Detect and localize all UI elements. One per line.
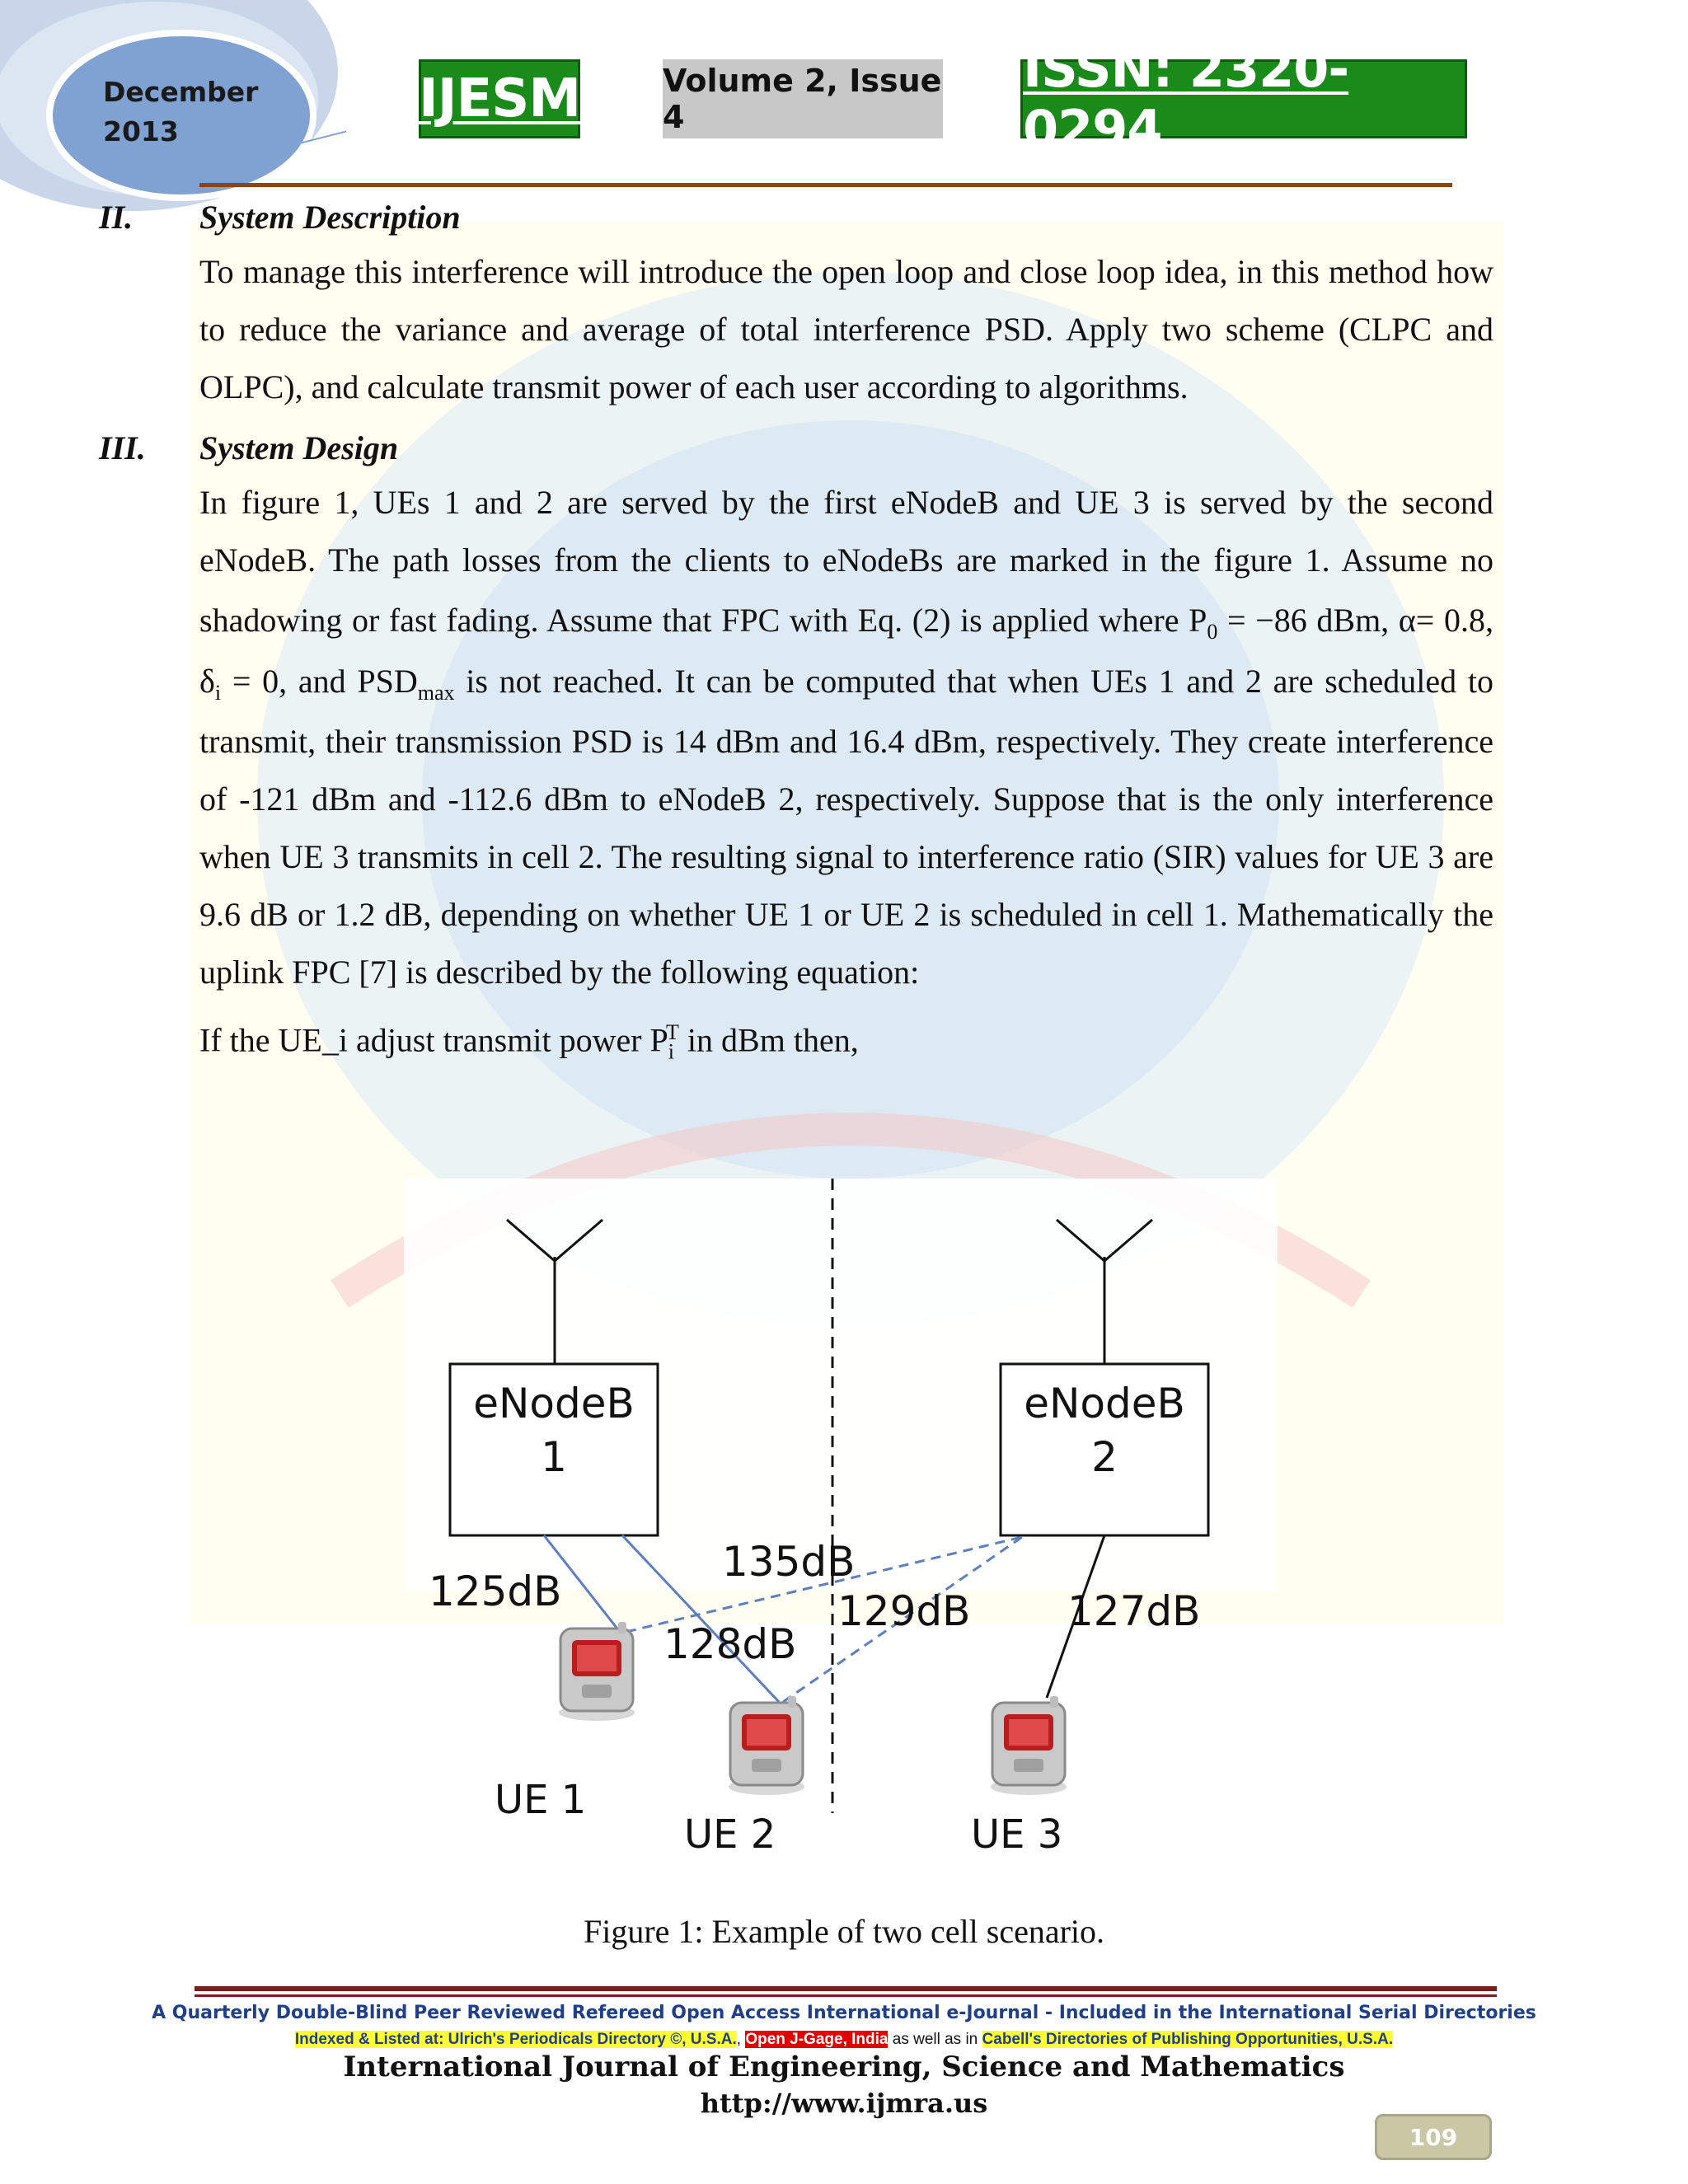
loss-label: 135dB xyxy=(722,1538,856,1586)
indexed-cabell: Cabell's Directories of Publishing Opportunities, U.S.A. xyxy=(982,2031,1394,2048)
enodeb-2-number: 2 xyxy=(1091,1433,1118,1481)
page-number: 109 xyxy=(1409,2123,1458,2151)
ue-3-label: UE 3 xyxy=(971,1811,1063,1858)
paragraph-line: when UE 3 transmits in cell 2. The resulting signal to interference ratio (SIR) values for UE 3 are xyxy=(199,838,1493,875)
paragraph-line: In figure 1, UEs 1 and 2 are served by the first eNodeB and UE 3 is served by the second xyxy=(199,484,1493,521)
loss-label: 125dB xyxy=(429,1568,562,1615)
section-number: III. xyxy=(99,429,146,466)
paragraph-line: $\delta_i = 0$, and $PSD_{max}$ is not reached. It can be computed that when UEs 1 and 2 are scheduled to xyxy=(199,663,1493,705)
paragraph-line: If the UE_i adjust transmit power $P_i^T$ in dBm then, xyxy=(199,1020,859,1064)
journal-url[interactable]: http://www.ijmra.us xyxy=(700,2088,988,2119)
issue-year: 2013 xyxy=(103,115,179,148)
issn-number: ISSN: 2320-0294 xyxy=(1023,39,1349,159)
volume-issue: Volume 2, Issue 4 xyxy=(663,63,942,135)
journal-abbreviation: IJESM xyxy=(418,68,581,129)
section-title: System Description xyxy=(199,199,461,236)
issn-badge xyxy=(1020,39,1467,159)
enodeb-2-label: eNodeB xyxy=(1024,1380,1185,1427)
header-divider xyxy=(199,183,1452,187)
paragraph-line: transmit, their transmission PSD is 14 dBm and 16.4 dBm, respectively. They create interference xyxy=(199,723,1493,760)
paragraph-line: OLPC), and calculate transmit power of each user according to algorithms. xyxy=(199,368,1189,405)
mobile-phone-icon xyxy=(559,1622,635,1721)
indexed-open-j-gage: Open J-Gage, India xyxy=(745,2031,889,2048)
journal-name: International Journal of Engineering, Science and Mathematics xyxy=(343,2050,1345,2083)
footer-divider xyxy=(195,1994,1497,1997)
paragraph-line: eNodeB. The path losses from the clients to eNodeBs are marked in the figure 1. Assume no xyxy=(199,541,1493,579)
indexed-ulrich: Indexed & Listed at: Ulrich's Periodicals Directory ©, U.S.A. xyxy=(294,2031,737,2048)
journal-logo xyxy=(419,59,580,138)
mobile-phone-icon xyxy=(991,1696,1067,1795)
mobile-phone-icon xyxy=(729,1696,804,1795)
loss-label: 129dB xyxy=(837,1587,971,1635)
paragraph-line: of -121 dBm and -112.6 dBm to eNodeB 2, respectively. Suppose that is the only interference xyxy=(199,780,1493,818)
section-number: II. xyxy=(99,199,134,236)
footer-indexing: Indexed & Listed at: Ulrich's Periodicals Directory ©, U.S.A., Open J-Gage, India as well as in Cabell's Directories of Publishing Opportunities, U.S.A. xyxy=(294,2031,1394,2048)
two-cell-diagram xyxy=(396,1170,1327,1863)
figure-caption: Figure 1: Example of two cell scenario. xyxy=(583,1913,1105,1950)
paragraph-line: to reduce the variance and average of total interference PSD. Apply two scheme (CLPC and xyxy=(199,311,1493,348)
loss-label: 128dB xyxy=(663,1620,797,1668)
paragraph-line: uplink FPC [7] is described by the following equation: xyxy=(199,954,920,991)
section-title: System Design xyxy=(199,429,399,466)
ue-1-label: UE 1 xyxy=(495,1777,587,1823)
footer-description: A Quarterly Double-Blind Peer Reviewed Refereed Open Access International e-Journal - Included in the International Serial Directories xyxy=(152,2003,1536,2023)
loss-label: 127dB xyxy=(1067,1587,1201,1635)
issue-date xyxy=(103,73,258,152)
footer-divider xyxy=(195,1986,1497,1991)
paragraph-line: 9.6 dB or 1.2 dB, depending on whether UE 1 or UE 2 is scheduled in cell 1. Mathematically the xyxy=(199,896,1493,933)
volume-badge xyxy=(663,59,943,138)
paragraph-line: To manage this interference will introduce the open loop and close loop idea, in this method how xyxy=(199,253,1493,290)
enodeb-1-label: eNodeB xyxy=(473,1380,635,1427)
page-number-badge xyxy=(1375,2114,1492,2160)
ue-2-label: UE 2 xyxy=(684,1811,776,1858)
paragraph-line: shadowing or fast fading. Assume that FPC with Eq. (2) is applied where $P_0 = -86$ dBm, α= 0.8, xyxy=(199,602,1493,644)
enodeb-1-number: 1 xyxy=(541,1433,567,1481)
issue-month: December xyxy=(103,76,259,108)
